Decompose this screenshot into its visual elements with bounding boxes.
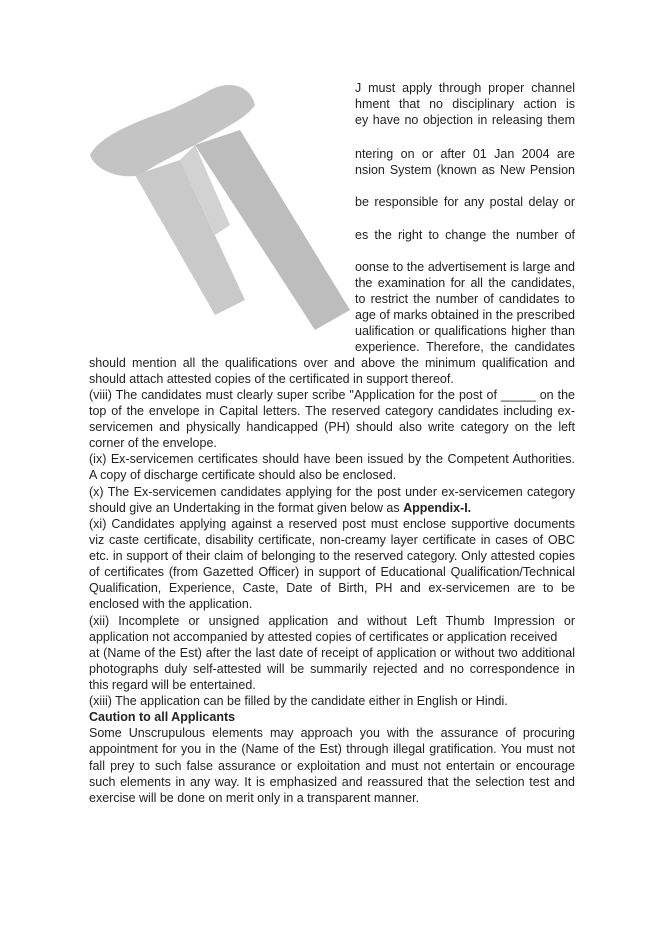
text-line: fall prey to such false assurance or exploitation and must not entertain or encourage	[89, 759, 575, 773]
text-line: such elements in any way. It is emphasized and reassured that the selection test and	[89, 775, 575, 789]
text-line: should mention all the qualifications over and above the minimum qualification and	[89, 356, 575, 370]
text-line: enclosed with the application.	[89, 597, 253, 611]
text-line: ntering on or after 01 Jan 2004 are	[355, 147, 575, 161]
text-line: application not accompanied by attested copies of certificates or application received	[89, 630, 558, 644]
text-line: (xiii) The application can be filled by the candidate either in English or Hindi.	[89, 694, 508, 708]
text-line: age of marks obtained in the prescribed	[355, 308, 575, 322]
text-line: photographs duly self-attested will be summarily rejected and no correspondence in	[89, 662, 575, 676]
text-line: (xii) Incomplete or unsigned application and without Left Thumb Impression or	[89, 614, 575, 628]
text-line: nsion System (known as New Pension	[355, 163, 575, 177]
text-line: be responsible for any postal delay or	[355, 195, 575, 209]
text-line: hment that no disciplinary action is	[355, 97, 575, 111]
text-line: (ix) Ex-servicemen certificates should have been issued by the Competent Authorities.	[89, 452, 575, 466]
text-line: (x) The Ex-servicemen candidates applying for the post under ex-servicemen category	[89, 485, 575, 499]
text-line: the examination for all the candidates,	[355, 276, 575, 290]
text-fragment: should give an Undertaking in the format given below as	[89, 501, 400, 515]
text-line	[89, 500, 575, 516]
text-line: top of the envelope in Capital letters. The reserved category candidates including ex-	[89, 404, 575, 418]
ribbon-watermark	[80, 75, 355, 345]
text-line: should attach attested copies of the certificated in support thereof.	[89, 372, 454, 386]
text-line: ualification or qualifications higher than	[355, 324, 575, 338]
text-line: exercise will be done on merit only in a transparent manner.	[89, 791, 420, 805]
text-line: etc. in support of their claim of belonging to the reserved category. Only attested copies	[89, 549, 575, 563]
text-line: of certificates (from Gazetted Officer) in support of Educational Qualification/Technical	[89, 565, 575, 579]
text-line: ey have no objection in releasing them	[355, 113, 575, 127]
text-line: at (Name of the Est) after the last date of receipt of application or without two additional	[89, 646, 575, 660]
text-line: A copy of discharge certificate should also be enclosed.	[89, 468, 397, 482]
text-line: servicemen and physically handicapped (PH) should also write category on the left	[89, 420, 575, 434]
text-line: J must apply through proper channel	[355, 81, 575, 95]
text-line: this regard will be entertained.	[89, 678, 256, 692]
caution-heading: Caution to all Applicants	[89, 710, 236, 724]
text-line: corner of the envelope.	[89, 436, 217, 450]
text-line: experience. Therefore, the candidates	[355, 340, 575, 354]
text-line: to restrict the number of candidates to	[355, 292, 575, 306]
text-line: Qualification, Experience, Caste, Date of Birth, PH and ex-servicemen are to be	[89, 581, 575, 595]
text-line: (viii) The candidates must clearly super scribe "Application for the post of _____ on the	[89, 388, 575, 402]
text-line: appointment for you in the (Name of the Est) through illegal gratification. You must not	[89, 742, 575, 756]
appendix-reference: Appendix-I.	[403, 501, 472, 515]
text-line: viz caste certificate, disability certificate, non-creamy layer certificate in cases of OBC	[89, 533, 575, 547]
text-line: (xi) Candidates applying against a reserved post must enclose supportive documents	[89, 517, 575, 531]
text-line: oonse to the advertisement is large and	[355, 260, 575, 274]
text-line: Some Unscrupulous elements may approach you with the assurance of procuring	[89, 726, 575, 740]
text-line: es the right to change the number of	[355, 228, 575, 242]
